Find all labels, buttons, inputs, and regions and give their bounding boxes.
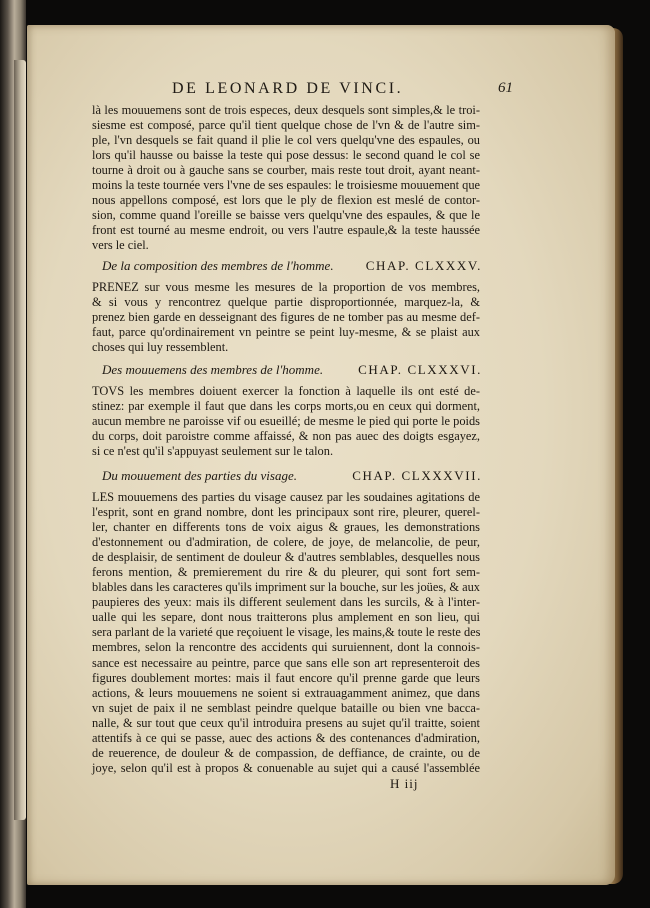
continuation-paragraph [92,103,480,253]
text-line: ple, l'vn desquels se fait quand il plie le col vers quelqu'vne des espaules, ou [92,133,480,148]
text-line: aucun membre ne paroisse vif ou esueillé; de mesme le pied qui porte le poids [92,414,480,429]
running-title: DE LEONARD DE VINCI. [172,80,404,97]
chapter-heading-186 [102,362,482,382]
page-number: 61 [498,80,513,96]
text-line: front est tourné au mesme endroit, ou vers l'autre espaule,& la teste haussée [92,223,480,238]
chapter-title: Des mouuemens des membres de l'homme. [102,362,324,377]
text-line: prenez bien garde en desseignant des figures de ne tomber pas au mesme def- [92,310,480,325]
text-line: vn sujet de paix il ne semblast peindre quelque bataille ou bien vne bacca- [92,700,480,715]
text-line: vers le ciel. [92,238,149,253]
chapter-label: CHAP. CLXXXVI. [358,362,482,377]
text-line: tourne à droit ou à gauche sans se courber, mais reste tout droit, ayant neant- [92,163,480,178]
chapter-label: CHAP. CLXXXVII. [352,468,482,483]
text-line: figures doublement mortes: mais il faut encore qu'il prenne garde que leurs [92,670,480,685]
chapter-body-186 [92,384,480,459]
text-line: moins la teste tournée vers l'vne de ses espaules: le troisiesme mouuement que [92,178,480,193]
chapter-heading-185 [102,258,482,278]
text-line: joye, selon qu'il est à propos & conuenable au sujet qui a causé l'assemblée [92,760,480,775]
text-line: de reuerence, de douleur & de compassion, de deffiance, de crainte, ou de [92,745,480,760]
text-line: du corps, doit paroistre comme affaissé, & non pas auec des doigts esgayez, [92,429,480,444]
chapter-body-185 [92,280,480,355]
text-line: sera parlant de la varieté que reçoiuent le visage, les mains,& toute le reste des [92,625,481,640]
text-line: nous appellons composé, est lors que le ply de flexion est meslé de contor- [92,193,480,208]
text-line: lors qu'il hausse ou baisse la teste qui pose dessus: le second quand le col se [92,148,480,163]
text-line: paupieres des yeux: mais ils different seulement dans les surcils, & à l'inter- [92,595,480,610]
text-line: siesme est composé, parce qu'il tient quelque chose de l'vn & de l'autre sim- [92,118,480,133]
text-line: LES mouuemens des parties du visage causez par les soudaines agitations de [92,490,480,504]
text-line: l'esprit, sont en grand nombre, dont les principaux sont rire, pleurer, querel- [92,505,480,520]
text-line: membres, selon la rencontre des accidents qui suruiennent, dont la connois- [92,640,480,655]
text-line: blables dans les caracteres qu'ils impriment sur la bouche, sur les joües, & aux [92,580,480,595]
chapter-body-187 [92,490,480,776]
text-line: attentifs à ce qui se passe, auec des actions & des contenances d'admiration, [92,730,480,745]
text-line: & si vous y rencontrez quelque partie disproportionnée, marquez-la, & [92,295,480,310]
text-line: choses qui luy ressemblent. [92,340,229,355]
text-line: là les mouuemens sont de trois especes, deux desquels sont simples,& le troi- [92,103,480,117]
chapter-label: CHAP. CLXXXV. [365,258,482,273]
chapter-heading-187 [102,468,482,488]
text-line: stinez: par exemple il faut que dans les corps morts,ou en ceux qui dorment, [92,399,480,414]
text-line: nalle, & sur tout que ceux qu'il introduira presens au sujet qu'il traitte, soient [92,715,480,730]
text-line: PRENEZ sur vous mesme les mesures de la proportion de vos membres, [92,280,480,294]
text-line: actions, & leurs mouuemens ne soient si extrauagamment animez, que dans [92,685,480,700]
running-header [172,80,612,102]
text-line: faut, parce qu'ordinairement vn peintre se peint luy-mesme, & se plaist aux [92,325,480,340]
text-line: ler, chanter en differents tons de voix aigus & graues, les demonstrations [92,520,480,535]
chapter-title: De la composition des membres de l'homme. [102,258,334,273]
text-line: ualle qui les separe, dont nous traitterons plus amplement en son lieu, qui [92,610,480,625]
signature-mark: H iij [390,776,419,791]
text-line: ferons mention, & premierement du rire & du pleurer, qui sont fort sem- [92,565,480,580]
text-line: TOVS les membres doiuent exercer la fonction à laquelle ils ont esté de- [92,384,480,398]
text-line: sance est necessaire au peintre, parce que sans elle son art representeroit des [92,655,480,670]
chapter-title: Du mouuement des parties du visage. [102,468,297,483]
text-line: si ce n'est qu'il s'appuyast seulement sur le talon. [92,444,334,459]
text-line: sion, comme quand l'oreille se baisse vers quelqu'vne des espaules, & que le [92,208,480,223]
text-line: d'estonnement ou d'admiration, de colere, de joye, de melancolie, de peur, [92,535,480,550]
text-line: de desplaisir, de sentiment de douleur & d'autres semblables, desquelles nous [92,550,480,565]
facing-page-edge [14,60,26,820]
